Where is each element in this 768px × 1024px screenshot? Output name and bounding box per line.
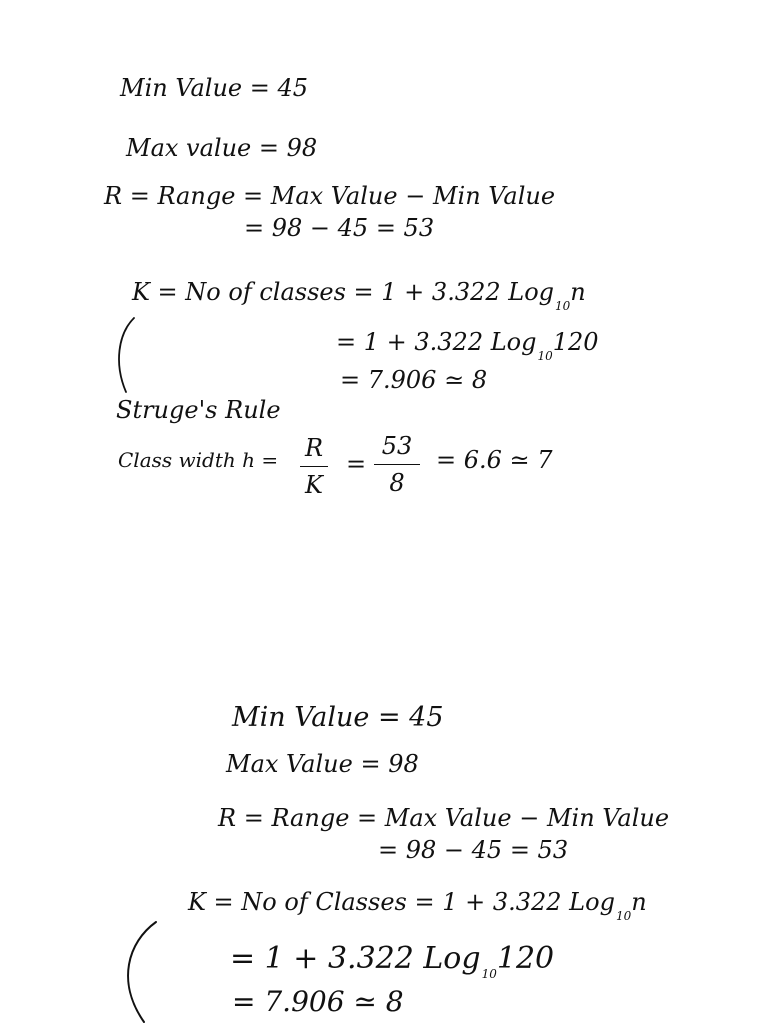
top-classes-calc-1-sub: 10 [537, 349, 553, 363]
bottom-classes-calc-1-text: = 1 + 3.322 Log [230, 941, 481, 976]
top-rule-name: Struge's Rule [116, 396, 281, 424]
top-classes-def-var: n [570, 278, 586, 306]
top-classes-definition [132, 280, 586, 312]
bottom-classes-calc-1 [230, 941, 555, 981]
bottom-range-calculation: = 98 − 45 = 53 [378, 836, 569, 864]
top-equals-sign: = [346, 450, 367, 478]
top-classes-calc-1 [336, 330, 599, 362]
bottom-classes-calc-1-tail: 120 [496, 941, 555, 976]
top-classes-def-sub: 10 [555, 299, 571, 313]
top-fraction-r-over-k [300, 436, 328, 497]
bottom-classes-calc-1-sub: 10 [481, 967, 497, 981]
top-fraction-53-over-8 [374, 434, 420, 495]
bottom-max-value: Max Value = 98 [226, 750, 419, 778]
bottom-classes-definition [188, 890, 647, 922]
bottom-brace-mark [116, 918, 160, 1024]
bottom-classes-def-var: n [631, 888, 647, 916]
bottom-classes-def-sub: 10 [615, 909, 632, 923]
top-brace-mark [112, 314, 142, 396]
bottom-min-value: Min Value = 45 [232, 702, 444, 733]
top-classes-calc-1-text: = 1 + 3.322 Log [336, 328, 537, 356]
top-frac2-denominator: 8 [389, 469, 405, 497]
top-frac2-numerator: 53 [381, 432, 413, 460]
bottom-classes-calc-2: = 7.906 ≃ 8 [232, 985, 404, 1018]
top-frac2-bar [374, 464, 420, 465]
top-class-width-label: Class width h = [118, 448, 279, 472]
top-width-result: = 6.6 ≃ 7 [436, 446, 553, 474]
top-range-calculation: = 98 − 45 = 53 [244, 214, 435, 242]
top-classes-calc-2: = 7.906 ≃ 8 [340, 366, 488, 394]
top-max-value: Max value = 98 [126, 134, 318, 162]
top-frac1-denominator: K [305, 471, 323, 499]
top-frac1-numerator: R [304, 434, 324, 462]
top-classes-def-text: K = No of classes = 1 + 3.322 Log [132, 278, 555, 306]
top-frac1-bar [300, 466, 328, 467]
top-range-definition: R = Range = Max Value − Min Value [104, 182, 556, 210]
bottom-range-definition: R = Range = Max Value − Min Value [218, 804, 670, 832]
top-classes-calc-1-tail: 120 [552, 328, 599, 356]
bottom-classes-def-text: K = No of Classes = 1 + 3.322 Log [188, 888, 615, 916]
top-min-value: Min Value = 45 [120, 74, 309, 102]
